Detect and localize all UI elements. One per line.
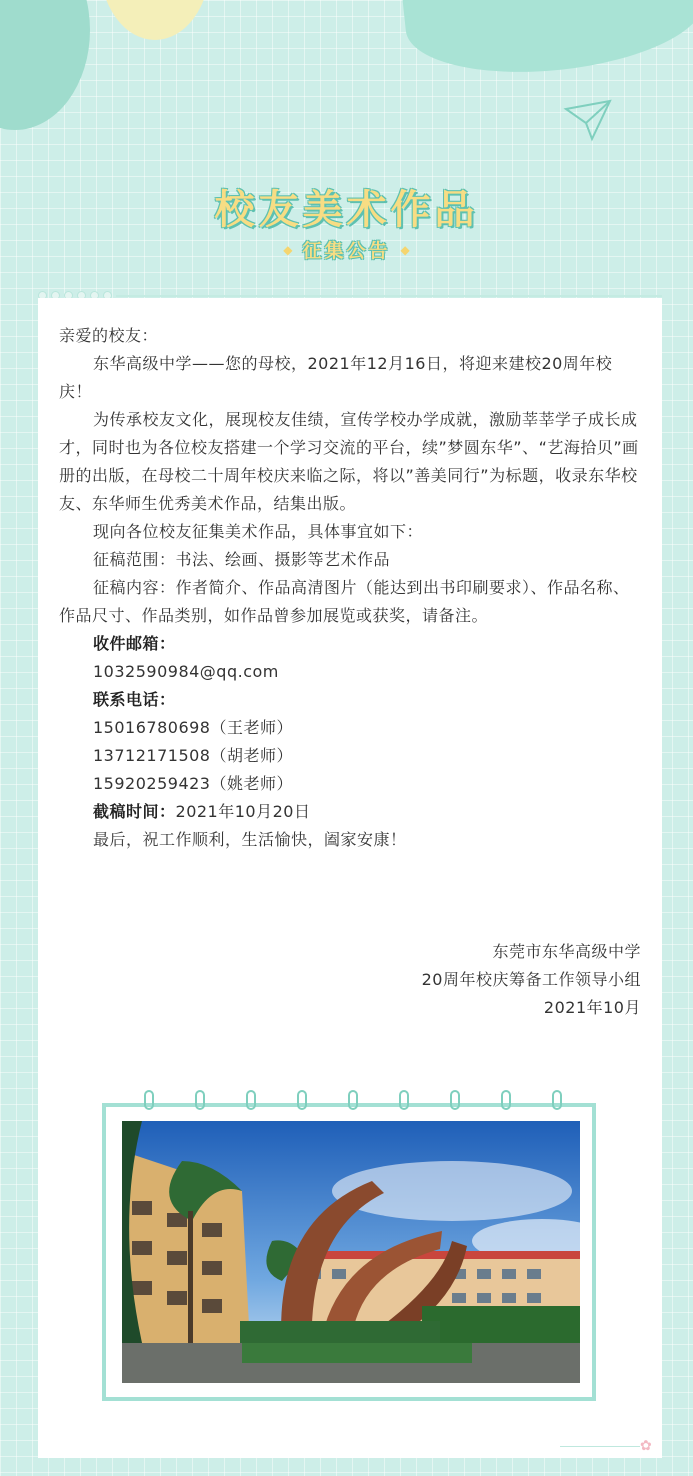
signature-block [59,938,641,1022]
binder-rings-decor [102,1090,596,1116]
page-title: 校友美术作品 [214,187,479,233]
decor-blob-wave [400,0,693,85]
phone-number[interactable]: 15016780698（王老师） [93,718,293,737]
email-label: 收件邮箱： [93,634,176,653]
paragraph-call: 现向各位校友征集美术作品，具体事宜如下： [93,522,424,541]
star-icon: ◆ [400,242,410,257]
decor-line [560,1446,640,1447]
page-subtitle: 征集公告 [302,240,391,262]
paragraph-requirements: 征稿内容：作者简介、作品高清图片（能达到出书印刷要求）、作品名称、作品尺寸、作品类别，如作品曾参加展览或获奖，请备注。 [59,578,630,625]
deadline-value: 2021年10月20日 [175,802,311,821]
signature-date: 2021年10月 [543,998,641,1017]
phone-number[interactable]: 13712171508（胡老师） [93,746,293,765]
greeting: 亲爱的校友： [59,326,159,345]
paper-plane-icon [562,95,614,147]
closing-line: 最后，祝工作顺利，生活愉快，阖家安康！ [93,830,407,849]
flower-icon: ✿ [640,1438,652,1454]
deadline-line [59,798,644,826]
subtitle-row [0,236,693,263]
email-address[interactable]: 1032590984@qq.com [93,662,279,681]
paragraph-purpose: 为传承校友文化，展现校友佳绩，宣传学校办学成就，激励莘莘学子成长成才，同时也为各位校友搭建一个学习交流的平台，续”梦圆东华”、“艺海拾贝”画册的出版，在母校二十周年校庆来临之际，将以”善美同行”为标题，收录东华校友、东华师生优秀美术作品，结集出版。 [59,410,639,513]
deadline-label: 截稿时间： [93,802,176,821]
star-icon: ◆ [283,242,293,257]
paragraph-anniversary: 东华高级中学——您的母校，2021年12月16日，将迎来建校20周年校庆！ [59,354,613,401]
campus-photo [122,1121,580,1383]
notice-content [59,322,644,854]
decor-blob-teal [0,0,90,130]
phone-label: 联系电话： [93,690,176,709]
paragraph-scope: 征稿范围：书法、绘画、摄影等艺术作品 [93,550,391,569]
signature-group: 20周年校庆筹备工作领导小组 [421,970,641,989]
phone-number[interactable]: 15920259423（姚老师） [93,774,293,793]
signature-org: 东莞市东华高级中学 [492,942,641,961]
decor-blob-yellow [100,0,210,40]
